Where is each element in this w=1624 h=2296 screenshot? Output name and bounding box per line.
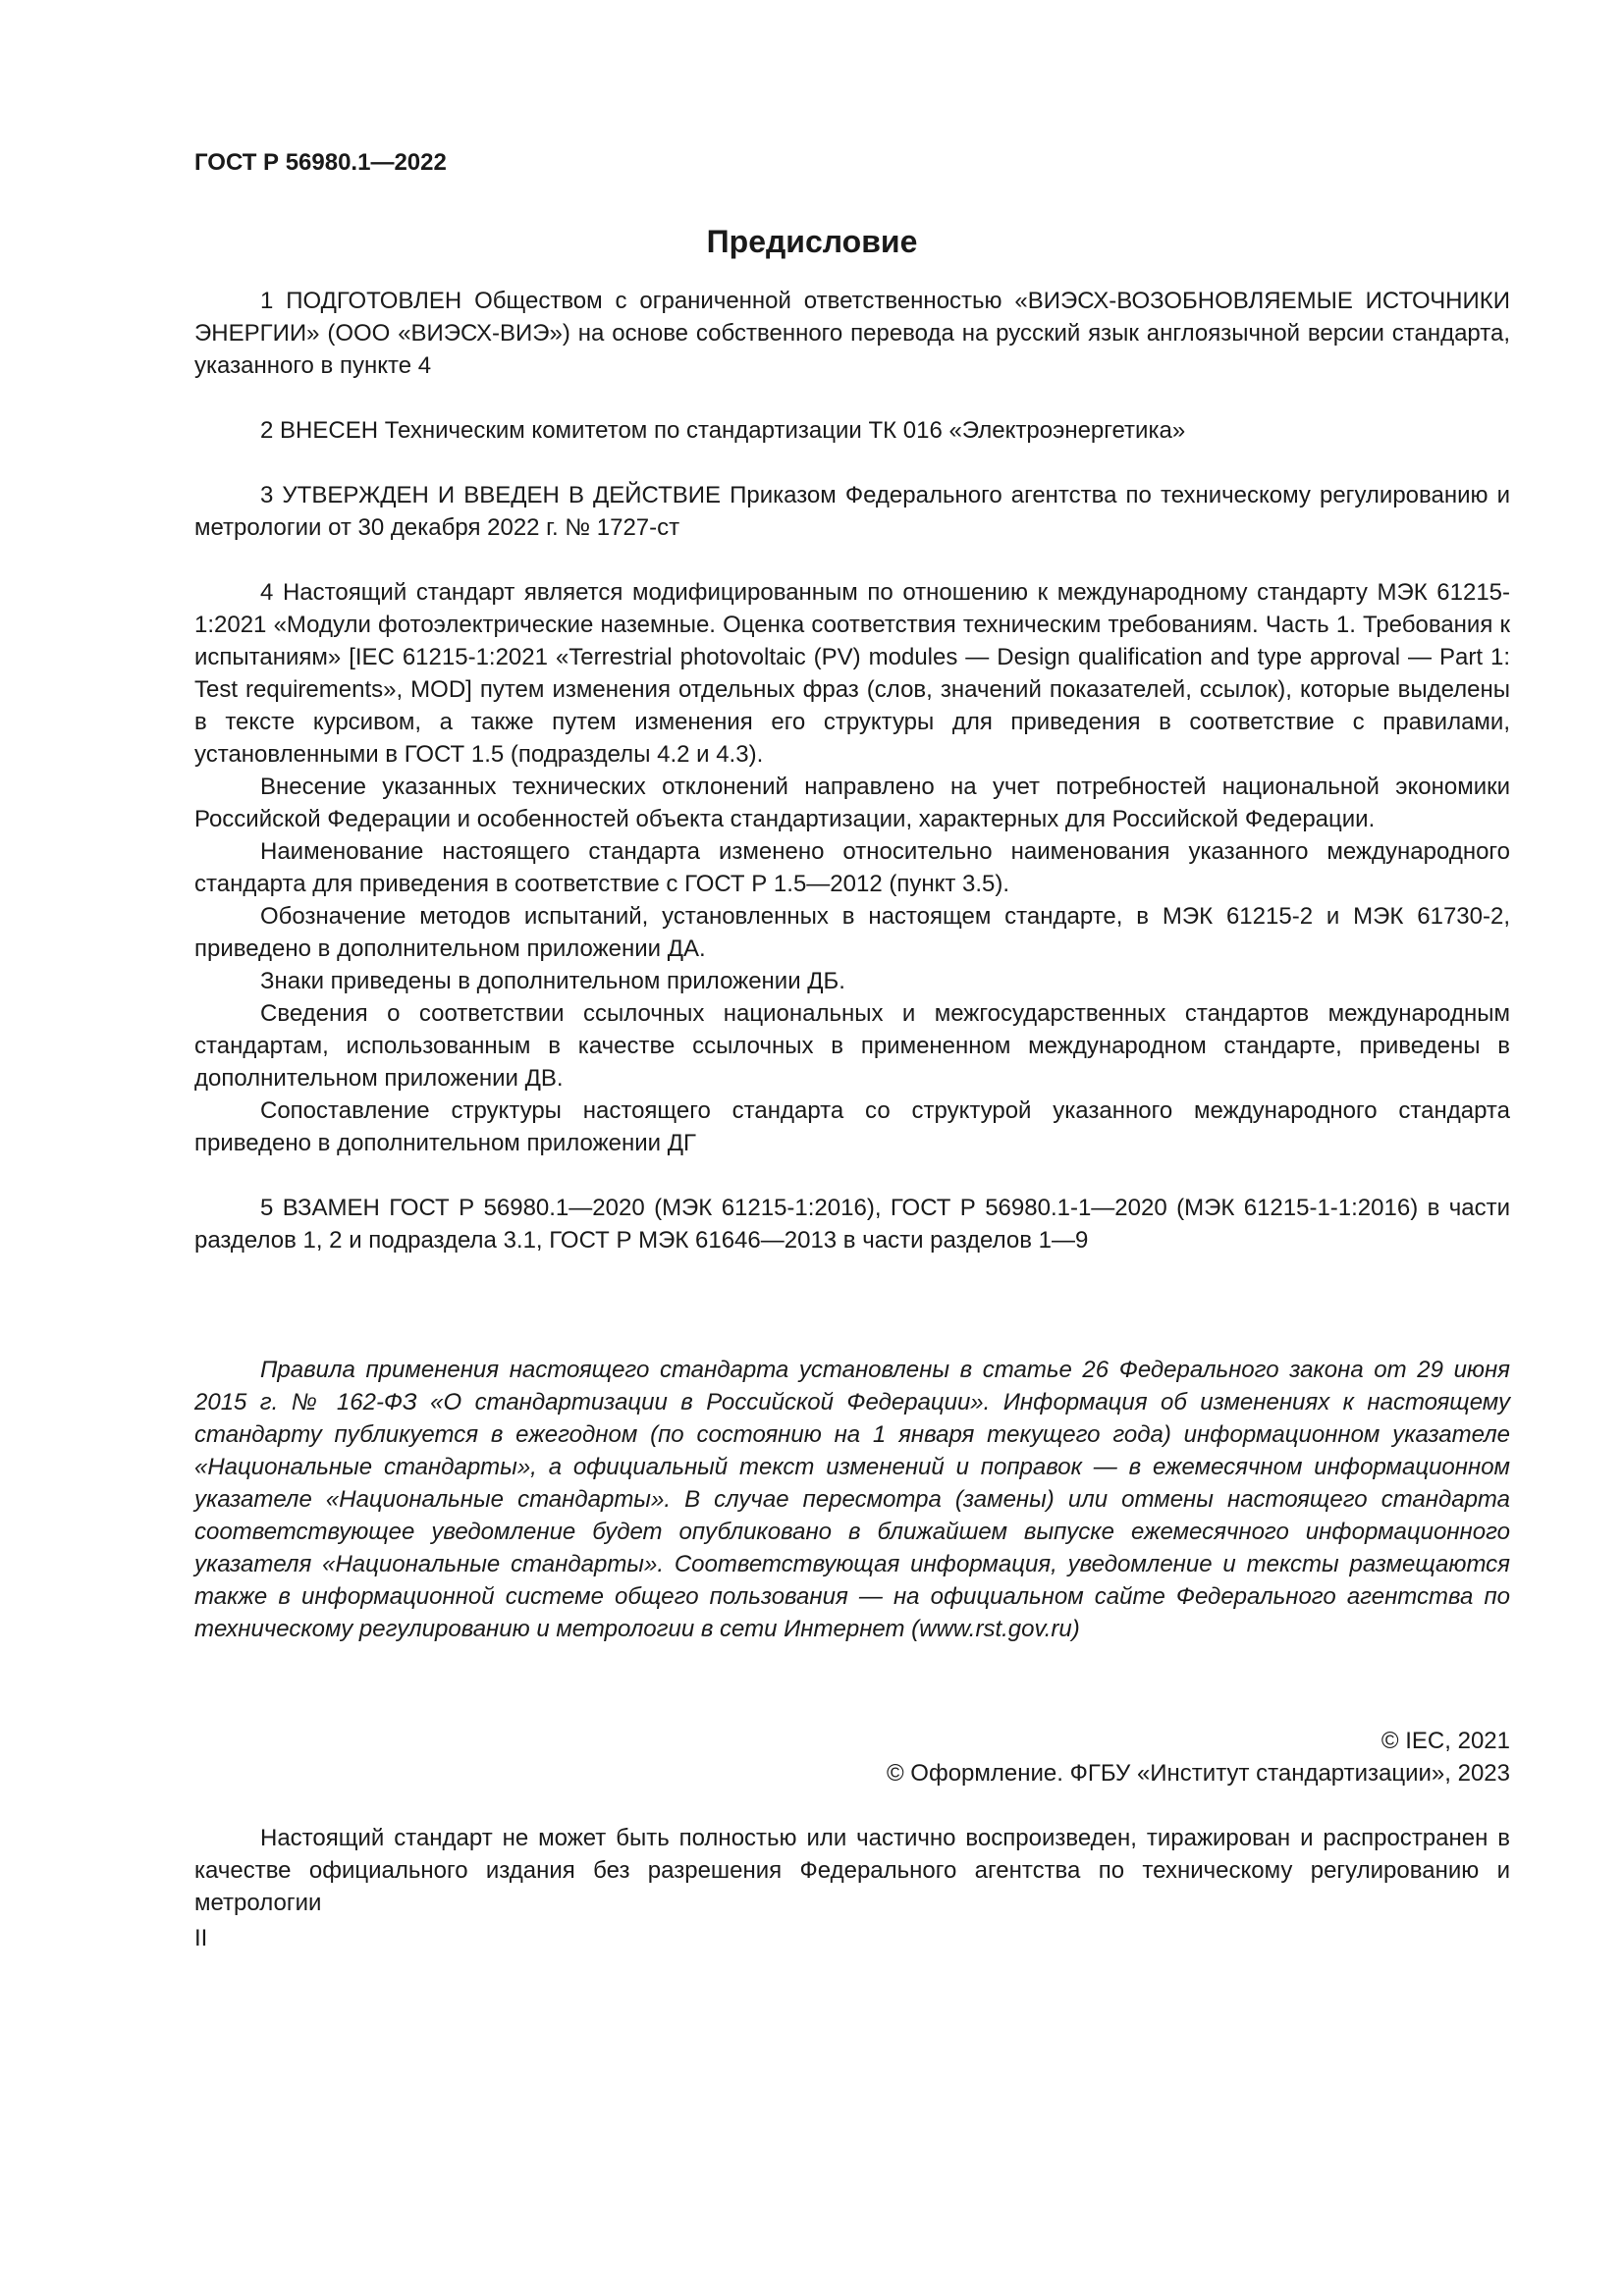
preface-item-1: 1 ПОДГОТОВЛЕН Обществом с ограниченной ответственностью «ВИЭСХ-ВОЗОБНОВЛЯЕМЫЕ ИСТОЧНИКИ ЭНЕРГИИ» (ООО «ВИЭСХ-ВИЭ») на основе собственного перевода на русский язык англоязычной версии стандарта, указанного в пункте 4 bbox=[194, 288, 1510, 379]
page-number: II bbox=[194, 1925, 208, 1951]
reproduction-notice: Настоящий стандарт не может быть полностью или частично воспроизведен, тиражирован и распространен в качестве официального издания без разрешения Федерального агентства по техническому регулированию и метрологии bbox=[194, 1825, 1510, 1916]
copyright-design: © Оформление. ФГБУ «Институт стандартизации», 2023 bbox=[886, 1760, 1510, 1787]
preface-item-4-paragraph-2: Внесение указанных технических отклонений направлено на учет потребностей национальной экономики Российской Федерации и особенностей объекта стандартизации, характерных для Российской Федерации. bbox=[194, 774, 1510, 832]
preface-item-3: 3 УТВЕРЖДЕН И ВВЕДЕН В ДЕЙСТВИЕ Приказом Федерального агентства по техническому регулированию и метрологии от 30 декабря 2022 г. № 1727-ст bbox=[194, 482, 1510, 541]
preface-item-2: 2 ВНЕСЕН Техническим комитетом по стандартизации ТК 016 «Электроэнергетика» bbox=[260, 417, 1186, 444]
preface-item-4-paragraph-7: Сопоставление структуры настоящего стандарта со структурой указанного международного стандарта приведено в дополнительном приложении ДГ bbox=[194, 1097, 1510, 1156]
preface-item-4: 4 Настоящий стандарт является модифицированным по отношению к международному стандарту МЭК 61215-1:2021 «Модули фотоэлектрические наземные. Оценка соответствия техническим требованиям. Часть 1. Требования к испытаниям» [IEC 61215-1:2021 «Terrestrial photovoltaic (PV) modules — Design qualification and type approval — Part 1: Test requirements», MOD] путем изменения отдельных фраз (слов, значений показателей, ссылок), которые выделены в тексте курсивом, а также путем изменения его структуры для приведения в соответствие с правилами, установленными в ГОСТ 1.5 (подразделы 4.2 и 4.3). bbox=[194, 579, 1510, 768]
preface-item-4-paragraph-3: Наименование настоящего стандарта изменено относительно наименования указанного международного стандарта для приведения в соответствие с ГОСТ Р 1.5—2012 (пункт 3.5). bbox=[194, 838, 1510, 897]
preface-item-5: 5 ВЗАМЕН ГОСТ Р 56980.1—2020 (МЭК 61215-1:2016), ГОСТ Р 56980.1-1—2020 (МЭК 61215-1-1:2016) в части разделов 1, 2 и подраздела 3.1, ГОСТ Р МЭК 61646—2013 в части разделов 1—9 bbox=[194, 1195, 1510, 1254]
preface-item-4-paragraph-5: Знаки приведены в дополнительном приложении ДБ. bbox=[260, 968, 845, 994]
rules-notice: Правила применения настоящего стандарта установлены в статье 26 Федерального закона от 29 июня 2015 г. № 162-ФЗ «О стандартизации в Российской Федерации». Информация об изменениях к настоящему стандарту публикуется в ежегодном (по состоянию на 1 января текущего года) информационном указателе «Национальные стандарты», а официальный текст изменений и поправок — в ежемесячном информационном указателе «Национальные стандарты». В случае пересмотра (замены) или отмены настоящего стандарта соответствующее уведомление будет опубликовано в ближайшем выпуске ежемесячного информационного указателя «Национальные стандарты». Соответствующая информация, уведомление и тексты размещаются также в информационной системе общего пользования — на официальном сайте Федерального агентства по техническому регулированию и метрологии в сети Интернет (www.rst.gov.ru) bbox=[194, 1357, 1510, 1642]
page-title: Предисловие bbox=[706, 224, 918, 259]
document-body bbox=[194, 285, 1510, 1954]
preface-item-4-paragraph-6: Сведения о соответствии ссылочных национальных и межгосударственных стандартов международным стандартам, использованным в качестве ссылочных в примененном международном стандарте, приведены в дополнительном приложении ДВ. bbox=[194, 1000, 1510, 1092]
copyright-iec: © IEC, 2021 bbox=[1380, 1728, 1510, 1754]
preface-item-4-paragraph-4: Обозначение методов испытаний, установленных в настоящем стандарте, в МЭК 61215-2 и МЭК 61730-2, приведено в дополнительном приложении ДА. bbox=[194, 903, 1510, 962]
standard-designation: ГОСТ Р 56980.1—2022 bbox=[194, 149, 447, 176]
